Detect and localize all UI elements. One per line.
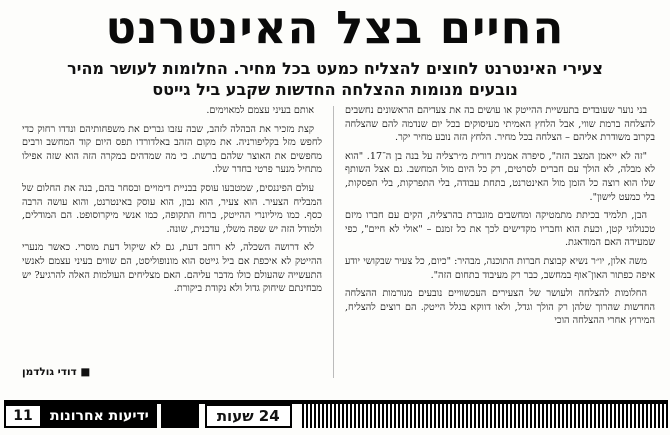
page-number: 11 bbox=[4, 404, 42, 428]
article-headline: החיים בצל האינטרנט bbox=[105, 1, 565, 54]
column-divider bbox=[333, 106, 334, 378]
section-name: 24 שעות bbox=[205, 404, 292, 428]
paragraph: אותם בעיני עצמם למאוימים. bbox=[206, 105, 314, 116]
paragraph: בני נוער שעובדים בתעשיית ההייטק או עושים בה את צעדיהם הראשונים נחשבים להצלחה ברמת שווי, אבל הלחץ האמיתי מעיסוקים בכל יום שנדמה להם שהצלחה בקרוב משודרת אליהם – הצלחה בכל מחיר. הלחץ הזה נובע מחיר יקר. bbox=[345, 105, 655, 144]
footer-bar bbox=[161, 404, 199, 428]
footer-masthead bbox=[4, 404, 292, 428]
paragraph: לא דרושה השכלה, לא רוחב דעת, גם לא שיקול דעת מוסרי. כאשר מנערי ההייטק לא איכפת אם ביל גייטס הוא מונופוליסט, הם שווים בעיני עצמם לאנשי התעשייה שהעולם כולו מדבר עליהם. האם מצליחים העולמות האלה להרגיע? יש מבחינתם שיחוק גדול ולא נקודת ביקורת. bbox=[22, 242, 322, 295]
article-subheadline: צעירי האינטרנט לחוצים להצליח כמעט בכל מחיר. החלומות לעושר מהיר נובעים מנומות ההצלחה החדשות שקבע ביל גייטס bbox=[67, 59, 603, 99]
paragraph: החלומות להצלחה ולעושר של הצעירים העכשוויים נובעים מנורמות ההצלחה החדשות שהרוך שלהן רק הולך וגדל, ולאו דווקא בגלל הייטק. הם רוצים להצליח, המירוץ אחרי ההצלחה הוכי bbox=[345, 288, 655, 327]
article-column-left bbox=[22, 104, 322, 384]
paragraph: הבן, תלמיד בכיתת מתמטיקה ומחשבים מוגברת בהרצליה, הקים עם חברו מיזם טכנולוגי קטן, וכעת הוא וחבריו מקדישים לכך את כל זמנם – "אולי לא חיים", כפי שמעידה האם המודאגת. bbox=[345, 210, 655, 249]
article-column-right bbox=[345, 104, 655, 384]
newspaper-name: ידיעות אחרונות bbox=[42, 404, 157, 428]
paragraph: "זה לא ייאמן המצב הזה", סיפרה אמנית דורית מ״רצליה על בנה בן ה־17. "הוא לא מבלה, לא הולך עם חברים לסרטים, רק כל היום מול המחשב. גם אצל השותף שלו הוא רוצה כל הזמן מול האינטרנט, בתחת עבודה, בלי התפרקות, בלי הפסקות, בלי כמעט לישון". bbox=[345, 150, 655, 203]
article-byline: ■ דודי גולדמן bbox=[22, 366, 91, 378]
paragraph: קצת מזכיר את הבהלה לזהב, שבה עזבו גברים את משפחותיהם ונדדו רחוק כדי לחפש מזל בקליפורניה. את מקום הזהב באלדורדו תפס היום קוד המחשב ורבים מחפשים את האוצר שלהם ברשת. כי מה שמדהים במקרה הזה הוא שזה אפילו מתחיל מנער פרטי בחדר שלו. bbox=[22, 123, 322, 176]
page-footer bbox=[4, 400, 668, 428]
paragraph: משה אלון, יו״ר נשיא קבוצת חברות התוכנה, מבהיר: "כיום, כל צעיר שבקושי יודע איפה כפתור האון־אוף במחשב, כבר רק מעיבוד בתחום הזה". bbox=[345, 255, 655, 281]
footer-decoration bbox=[302, 404, 668, 428]
paragraph: עולם הפיננסים, שמטבעו עוסק בבניית דימויים ובסחר בהם, בנה את החלום של המבליח הצעיר. הוא צעיר, הוא נבון, הוא עוסק באינטרנט, והוא עושה הרבה כסף. כמו מיליונרי ההייטק, ברוח התקופה, כמו אנשי מיקרוסופט. הם המודלים, ולמודל הזה יש שפה משלו, עדכנית, שונה. bbox=[22, 182, 322, 235]
